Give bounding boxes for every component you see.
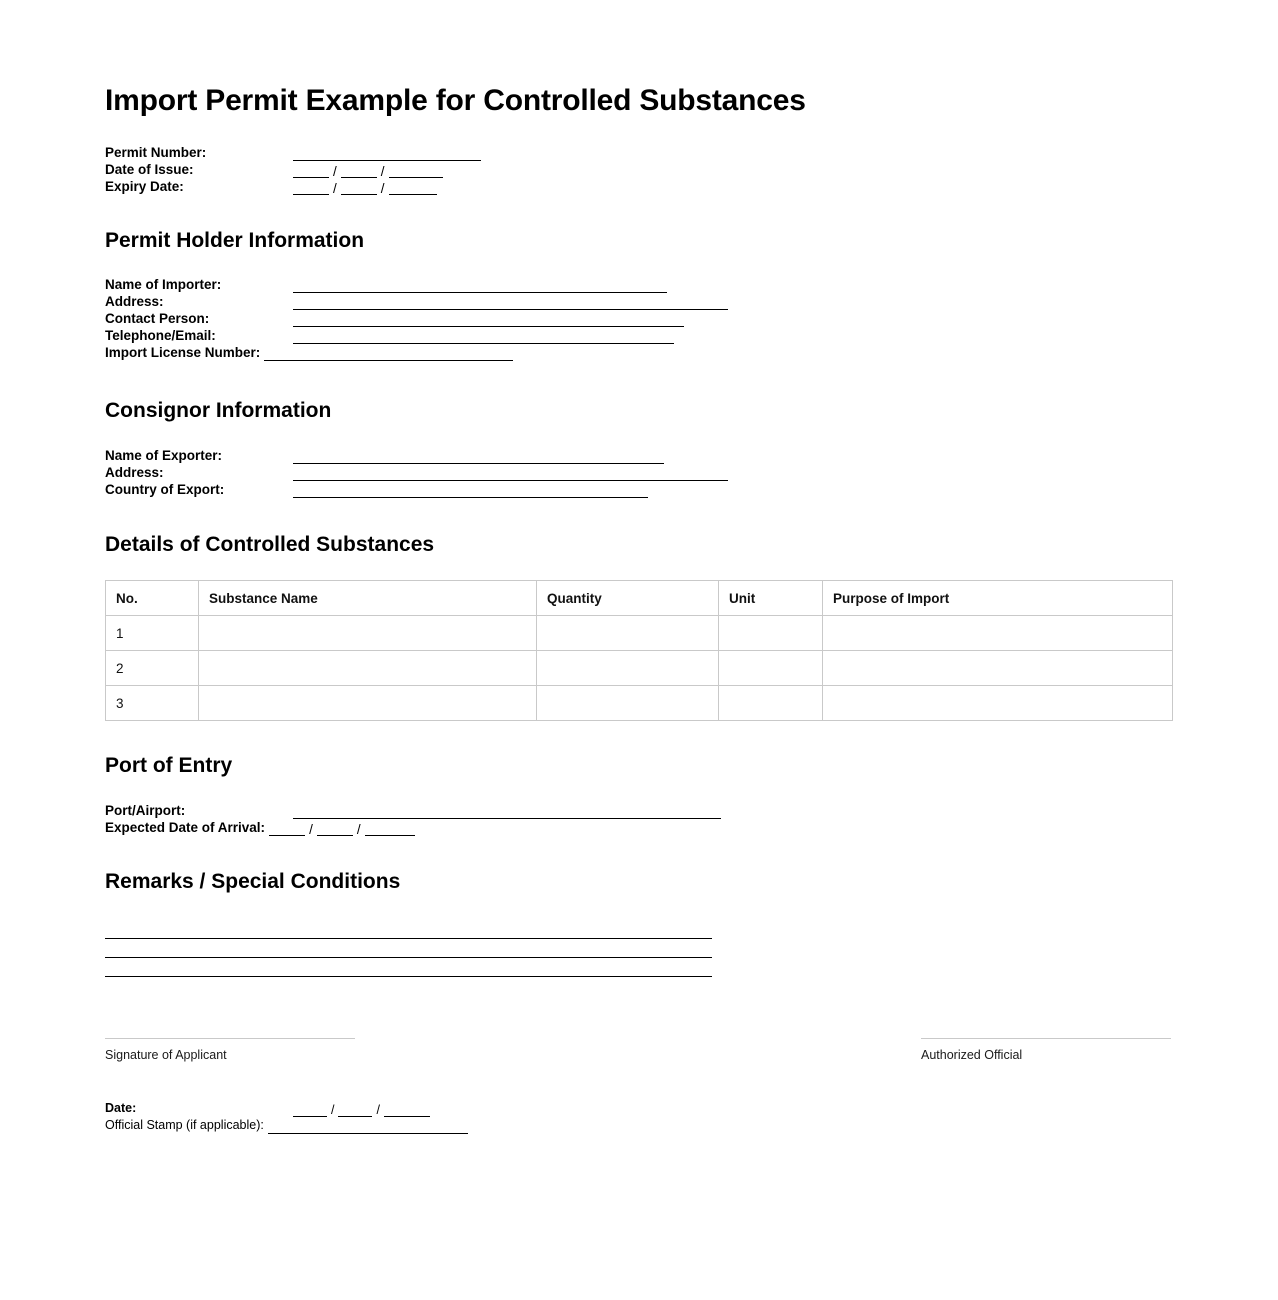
- field-label-consignor-address: Address:: [105, 465, 164, 480]
- date-separator: /: [309, 822, 313, 837]
- telephone-email-input[interactable]: [293, 330, 674, 344]
- field-expected-date-of-arrival: [105, 819, 721, 836]
- field-label-name-of-exporter: Name of Exporter:: [105, 448, 223, 463]
- signature-block-applicant: [105, 1038, 355, 1062]
- signature-block-authorized-official: [921, 1038, 1171, 1062]
- cell-substance-name[interactable]: [199, 686, 537, 721]
- cell-purpose[interactable]: [823, 686, 1173, 721]
- authorized-official-caption: Authorized Official: [921, 1048, 1023, 1062]
- field-label-import-license-number: Import License Number:: [105, 345, 261, 360]
- footer-date-input[interactable]: [293, 1100, 430, 1117]
- footer-block: [105, 1100, 468, 1134]
- field-telephone-email: [105, 327, 728, 344]
- permit-meta-block: [105, 144, 481, 195]
- cell-quantity[interactable]: [537, 651, 719, 686]
- remarks-line-3[interactable]: [105, 976, 712, 977]
- permit-holder-fields: [105, 276, 728, 361]
- expiry-date-day[interactable]: [293, 181, 329, 195]
- cell-quantity[interactable]: [537, 686, 719, 721]
- table-header-row: [106, 581, 1173, 616]
- date-of-issue-month[interactable]: [341, 164, 377, 178]
- official-stamp-input[interactable]: [268, 1121, 468, 1134]
- holder-address-input[interactable]: [293, 296, 728, 310]
- column-header-unit: Unit: [719, 581, 823, 616]
- cell-quantity[interactable]: [537, 616, 719, 651]
- cell-substance-name[interactable]: [199, 616, 537, 651]
- arrival-day[interactable]: [269, 822, 305, 836]
- field-import-license-number: [105, 344, 728, 361]
- cell-substance-name[interactable]: [199, 651, 537, 686]
- name-of-importer-input[interactable]: [293, 279, 667, 293]
- field-label-contact-person: Contact Person:: [105, 311, 210, 326]
- field-name-of-exporter: [105, 447, 728, 464]
- column-header-quantity: Quantity: [537, 581, 719, 616]
- cell-no: 3: [106, 686, 199, 721]
- field-label-port-airport: Port/Airport:: [105, 803, 186, 818]
- footer-date-month[interactable]: [338, 1104, 372, 1117]
- field-label-telephone-email: Telephone/Email:: [105, 328, 216, 343]
- date-separator: /: [331, 1103, 335, 1117]
- field-label-official-stamp: Official Stamp (if applicable):: [105, 1118, 264, 1132]
- expiry-date-month[interactable]: [341, 181, 377, 195]
- consignor-address-input[interactable]: [293, 467, 728, 481]
- field-label-permit-number: Permit Number:: [105, 145, 207, 160]
- field-label-holder-address: Address:: [105, 294, 164, 309]
- column-header-no: No.: [106, 581, 199, 616]
- cell-unit[interactable]: [719, 686, 823, 721]
- date-separator: /: [380, 181, 385, 196]
- field-consignor-address: [105, 464, 728, 481]
- consignor-fields: [105, 447, 728, 498]
- table-row: [106, 651, 1173, 686]
- page-title: Import Permit Example for Controlled Substances: [105, 84, 806, 117]
- name-of-exporter-input[interactable]: [293, 450, 664, 464]
- field-label-expected-date-of-arrival: Expected Date of Arrival:: [105, 820, 266, 835]
- date-separator: /: [356, 822, 361, 837]
- expiry-date-year[interactable]: [389, 181, 437, 195]
- cell-unit[interactable]: [719, 616, 823, 651]
- table-row: [106, 686, 1173, 721]
- footer-date-day[interactable]: [293, 1104, 327, 1117]
- cell-unit[interactable]: [719, 651, 823, 686]
- date-separator: /: [380, 164, 385, 179]
- field-port-airport: [105, 802, 721, 819]
- arrival-year[interactable]: [365, 822, 415, 836]
- column-header-purpose-of-import: Purpose of Import: [823, 581, 1173, 616]
- date-separator: /: [333, 181, 337, 196]
- cell-no: 2: [106, 651, 199, 686]
- section-heading-remarks: Remarks / Special Conditions: [105, 870, 401, 893]
- field-date-of-issue: [105, 161, 481, 178]
- footer-date-year[interactable]: [384, 1104, 430, 1117]
- section-heading-consignor: Consignor Information: [105, 399, 332, 422]
- field-country-of-export: [105, 481, 728, 498]
- section-heading-substances: Details of Controlled Substances: [105, 533, 435, 556]
- remarks-line-1[interactable]: [105, 938, 712, 939]
- field-holder-address: [105, 293, 728, 310]
- contact-person-input[interactable]: [293, 313, 684, 327]
- authorized-official-signature-line[interactable]: [921, 1038, 1171, 1039]
- cell-purpose[interactable]: [823, 616, 1173, 651]
- date-separator: /: [333, 164, 337, 179]
- expected-date-of-arrival-input[interactable]: [269, 819, 415, 836]
- date-of-issue-input[interactable]: [293, 161, 443, 178]
- applicant-signature-line[interactable]: [105, 1038, 355, 1039]
- field-label-expiry-date: Expiry Date:: [105, 179, 184, 194]
- table-row: [106, 616, 1173, 651]
- expiry-date-input[interactable]: [293, 178, 437, 195]
- import-license-number-input[interactable]: [264, 347, 513, 361]
- arrival-month[interactable]: [317, 822, 353, 836]
- field-label-footer-date: Date:: [105, 1101, 137, 1115]
- column-header-substance-name: Substance Name: [199, 581, 537, 616]
- field-footer-date: [105, 1100, 468, 1117]
- date-of-issue-year[interactable]: [389, 164, 443, 178]
- section-heading-permit-holder: Permit Holder Information: [105, 229, 365, 252]
- field-permit-number: [105, 144, 481, 161]
- field-label-country-of-export: Country of Export:: [105, 482, 225, 497]
- field-official-stamp: [105, 1117, 468, 1134]
- country-of-export-input[interactable]: [293, 484, 648, 498]
- section-heading-port-of-entry: Port of Entry: [105, 754, 233, 777]
- date-separator: /: [376, 1103, 380, 1117]
- applicant-signature-caption: Signature of Applicant: [105, 1048, 227, 1062]
- field-contact-person: [105, 310, 728, 327]
- controlled-substances-table: [105, 580, 1173, 721]
- cell-no: 1: [106, 616, 199, 651]
- remarks-line-2[interactable]: [105, 957, 712, 958]
- field-label-date-of-issue: Date of Issue:: [105, 162, 194, 177]
- port-airport-input[interactable]: [293, 805, 721, 819]
- cell-purpose[interactable]: [823, 651, 1173, 686]
- port-of-entry-fields: [105, 802, 721, 836]
- field-expiry-date: [105, 178, 481, 195]
- permit-number-input[interactable]: [293, 147, 481, 161]
- field-label-name-of-importer: Name of Importer:: [105, 277, 222, 292]
- date-of-issue-day[interactable]: [293, 164, 329, 178]
- field-name-of-importer: [105, 276, 728, 293]
